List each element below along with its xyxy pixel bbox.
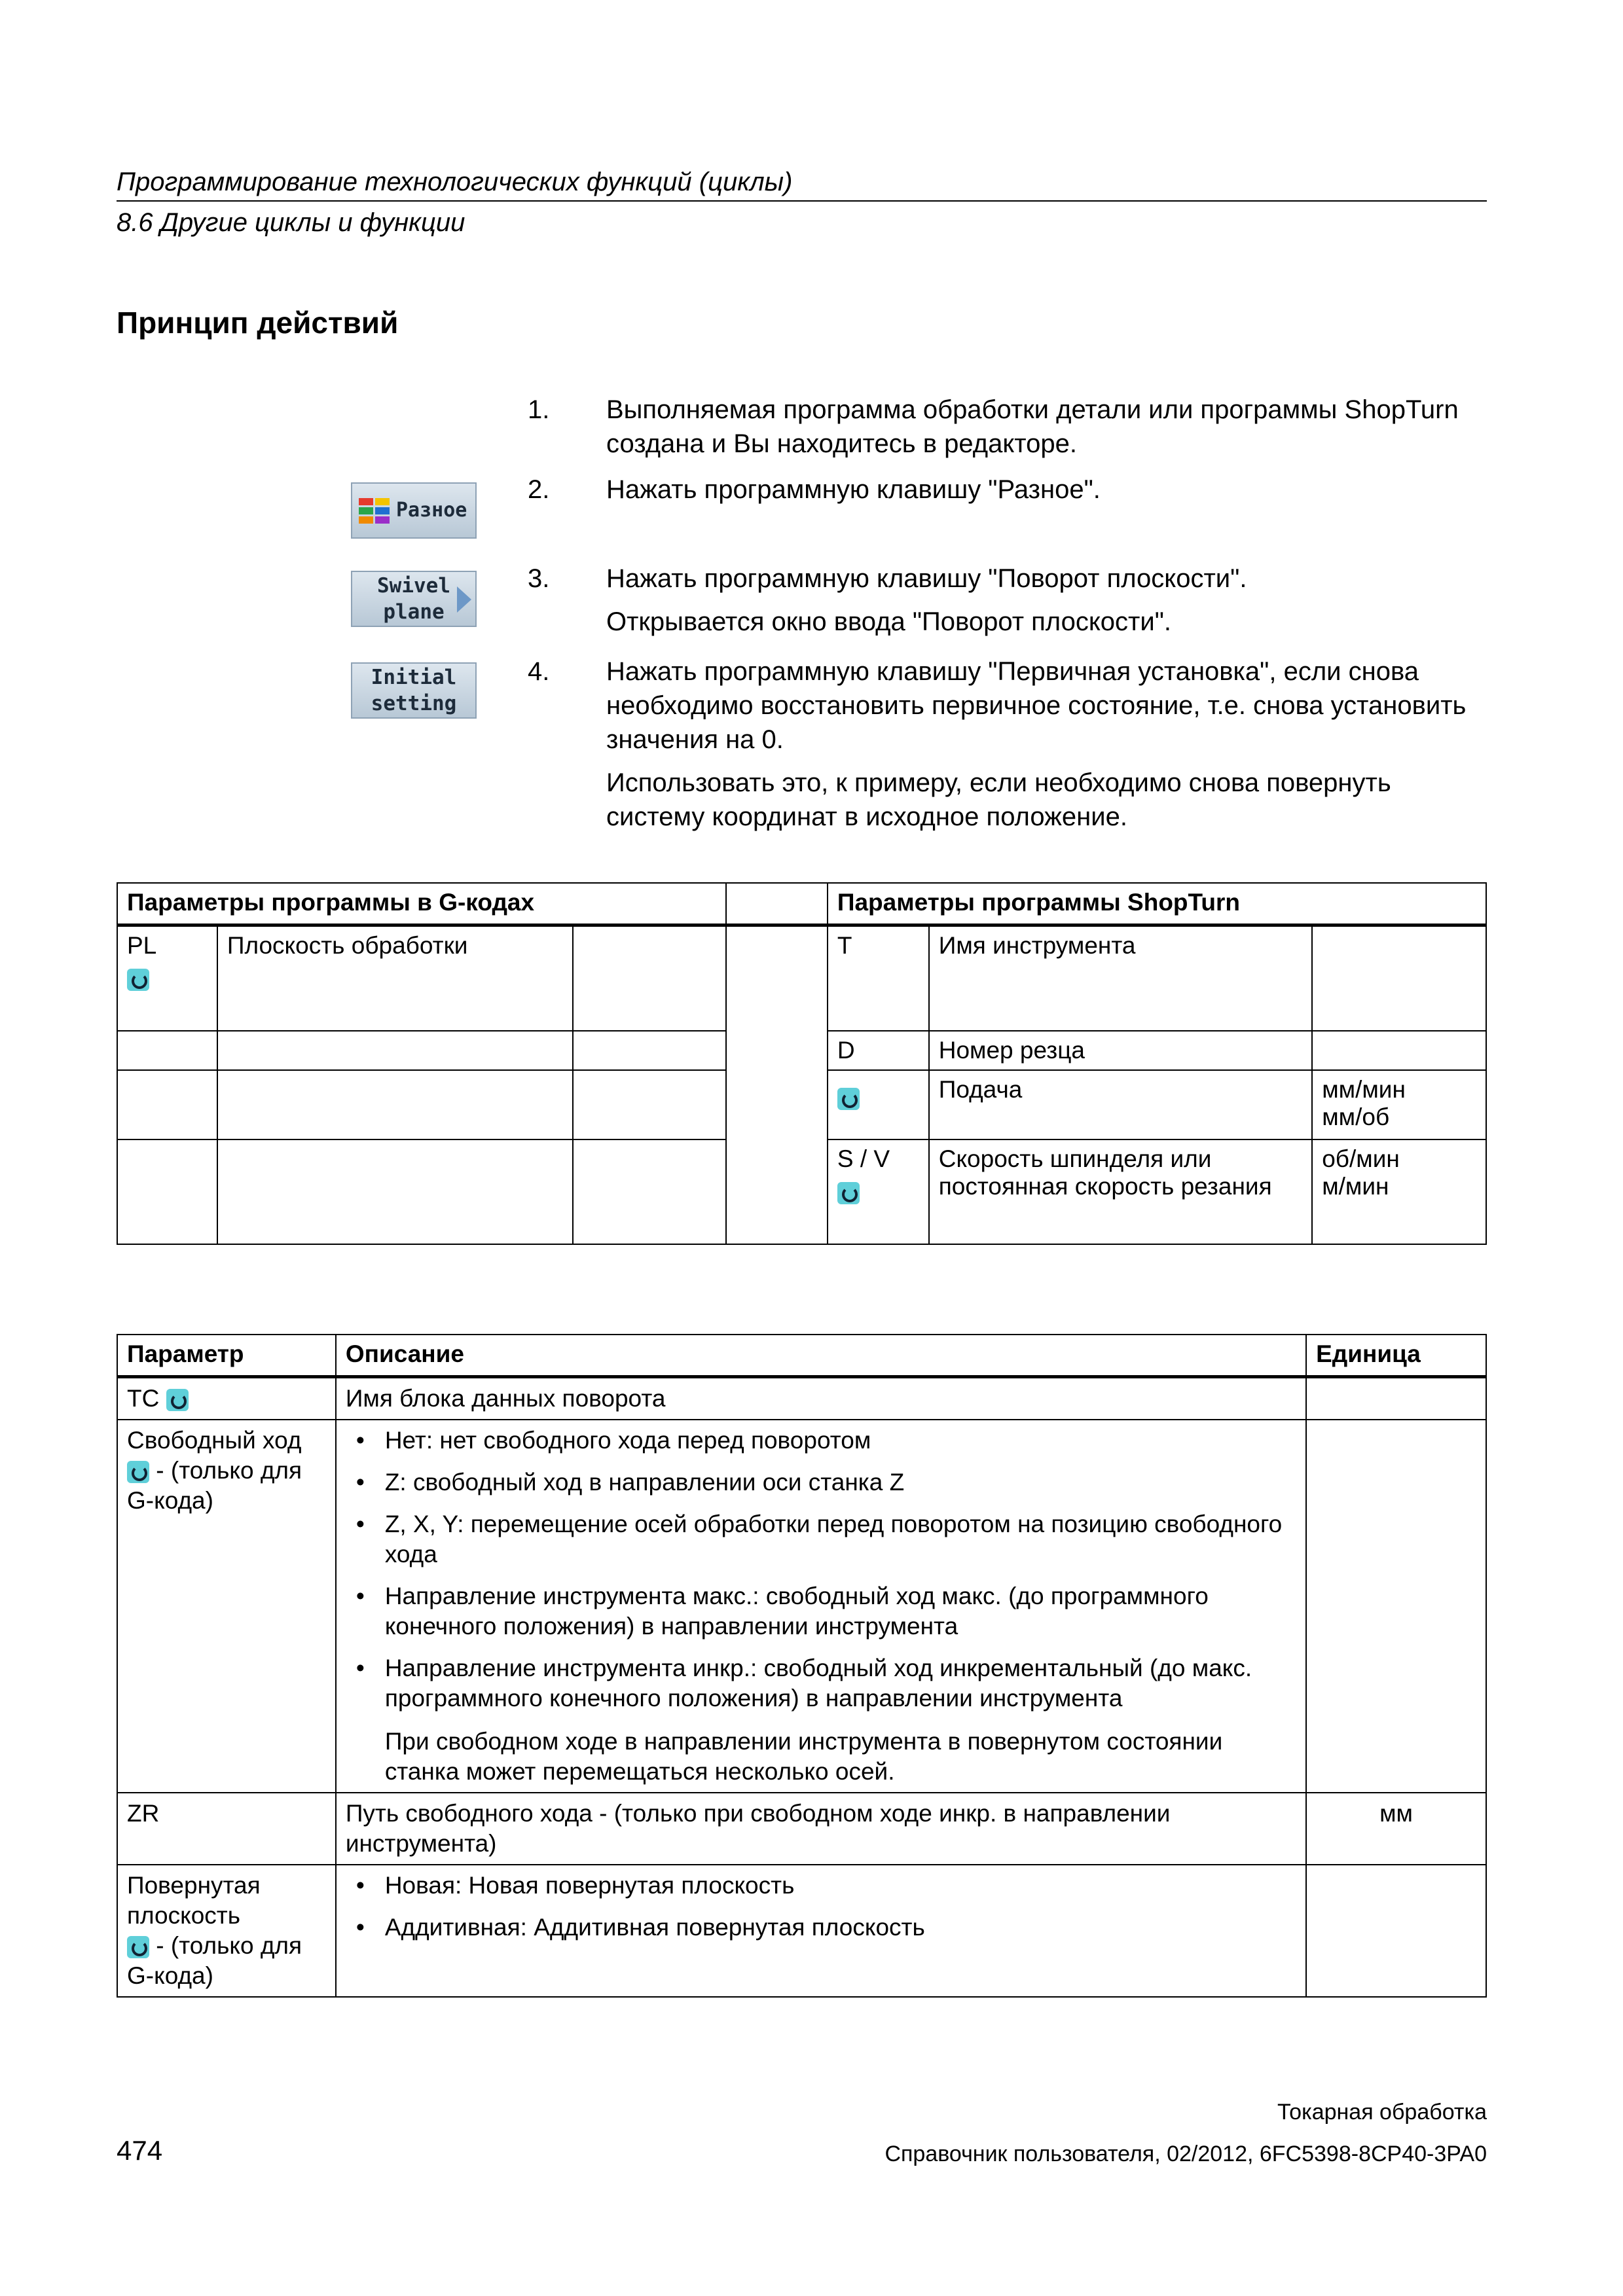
page-title: Принцип действий <box>117 306 399 340</box>
param-retract-cell <box>117 1420 336 1793</box>
step-result: Открывается окно ввода "Поворот плоскости". <box>606 607 1172 636</box>
initial-setting-softkey-label: Initial setting <box>371 666 457 715</box>
header-unit: Единица <box>1306 1335 1486 1376</box>
param-d: D <box>828 1031 929 1070</box>
param-sv: S / V <box>837 1145 890 1172</box>
header-desc: Описание <box>336 1335 1306 1376</box>
param-tc-desc: Имя блока данных поворота <box>336 1376 1306 1420</box>
param-d-unit <box>1312 1031 1486 1070</box>
list-item: • Нет: нет свободного хода перед поворотом <box>346 1426 1296 1456</box>
step-number: 2. <box>528 475 550 504</box>
param-tc-cell <box>117 1376 336 1420</box>
empty-cell <box>217 1031 574 1070</box>
chapter-header: Программирование технологических функций (циклы) <box>117 168 793 196</box>
page-number: 474 <box>117 2135 163 2166</box>
empty-cell <box>1306 1420 1486 1793</box>
toggle-icon <box>837 1088 860 1110</box>
step-text: Нажать программную клавишу "Поворот плоскости". <box>606 564 1247 593</box>
param-retract-suffix: - (только для G-кода) <box>127 1456 302 1514</box>
spacer-column <box>726 925 828 1244</box>
param-retract-desc <box>336 1420 1306 1793</box>
parameter-description-table <box>117 1334 1487 1998</box>
toggle-icon <box>127 1936 149 1958</box>
empty-cell <box>217 1070 574 1139</box>
param-swivel-cell <box>117 1865 336 1997</box>
footer-manual: Справочник пользователя, 02/2012, 6FC5398-8CP40-3PA0 <box>884 2142 1487 2166</box>
list-item: • Направление инструмента инкр.: свободный ход инкрементальный (до макс. программного конечного положения) в направлении инструмента <box>346 1653 1296 1713</box>
param-swivel-suffix: - (только для G-кода) <box>127 1931 302 1989</box>
initial-setting-softkey[interactable] <box>351 662 477 719</box>
step-2 <box>528 473 1101 507</box>
step-4 <box>528 655 1490 834</box>
misc-softkey[interactable] <box>351 482 477 539</box>
param-f-unit: мм/мин мм/об <box>1312 1070 1486 1139</box>
param-t: T <box>828 925 929 1031</box>
list-item: • Z: свободный ход в направлении оси станка Z <box>346 1467 1296 1498</box>
toggle-icon <box>837 1182 860 1204</box>
swivel-plane-softkey[interactable] <box>351 571 477 627</box>
misc-grid-icon <box>359 498 390 524</box>
header-rule <box>117 200 1487 202</box>
list-item: • Аддитивная: Аддитивная повернутая плоскость <box>346 1912 1296 1943</box>
empty-cell <box>217 1139 574 1244</box>
toggle-icon <box>127 969 149 991</box>
list-item: • Z, X, Y: перемещение осей обработки перед поворотом на позицию свободного хода <box>346 1509 1296 1570</box>
spacer-header <box>726 883 828 925</box>
toggle-icon <box>127 1461 149 1483</box>
shopturn-params-header: Параметры программы ShopTurn <box>828 883 1486 925</box>
header-param: Параметр <box>117 1335 336 1376</box>
empty-cell <box>573 925 726 1031</box>
step-number: 4. <box>528 657 550 686</box>
empty-cell <box>117 1031 217 1070</box>
footer-product: Токарная обработка <box>1277 2100 1487 2125</box>
empty-cell <box>573 1070 726 1139</box>
param-sv-cell <box>828 1139 929 1244</box>
toggle-icon <box>166 1389 189 1411</box>
swivel-options-list <box>346 1871 1296 1943</box>
step-number: 1. <box>528 395 550 424</box>
swivel-plane-softkey-label: Swivel plane <box>377 574 450 624</box>
param-cell <box>117 925 217 1031</box>
step-3 <box>528 562 1247 639</box>
retract-note: При свободном ходе в направлении инструмента в повернутом состоянии станка может перемещаться несколько осей. <box>384 1727 1223 1785</box>
param-zr-desc: Путь свободного хода - (только при свободном ходе инкр. в направлении инструмента) <box>336 1793 1306 1865</box>
param-f-desc: Подача <box>929 1070 1312 1139</box>
empty-cell <box>1306 1865 1486 1997</box>
param-sv-desc: Скорость шпинделя или постоянная скорость резания <box>929 1139 1312 1244</box>
param-tc: TC <box>127 1384 160 1412</box>
list-item: • Направление инструмента макс.: свободный ход макс. (до программного конечного положения) в направлении инструмента <box>346 1581 1296 1641</box>
param-t-unit <box>1312 925 1486 1031</box>
empty-cell <box>117 1070 217 1139</box>
param-sv-unit: об/мин м/мин <box>1312 1139 1486 1244</box>
arrow-right-icon <box>457 586 471 613</box>
empty-cell <box>573 1031 726 1070</box>
param-t-desc: Имя инструмента <box>929 925 1312 1031</box>
step-text: Нажать программную клавишу "Разное". <box>606 475 1101 504</box>
step-hint: Использовать это, к примеру, если необходимо снова повернуть систему координат в исходное положение. <box>606 768 1391 831</box>
param-zr-unit: мм <box>1306 1793 1486 1865</box>
empty-cell <box>573 1139 726 1244</box>
param-swivel-desc <box>336 1865 1306 1997</box>
program-params-table <box>117 882 1487 1245</box>
param-d-desc: Номер резца <box>929 1031 1312 1070</box>
gcode-params-header: Параметры программы в G-кодах <box>117 883 726 925</box>
step-text: Выполняемая программа обработки детали или программы ShopTurn создана и Вы находитесь в редакторе. <box>606 395 1459 458</box>
param-pl: PL <box>127 931 157 959</box>
misc-softkey-label: Разное <box>396 499 467 522</box>
param-zr: ZR <box>117 1793 336 1865</box>
step-text: Нажать программную клавишу "Первичная установка", если снова необходимо восстановить первичное состояние, т.е. снова установить значения на 0. <box>606 657 1467 754</box>
param-pl-desc: Плоскость обработки <box>217 925 574 1031</box>
param-swivel: Повернутая плоскость <box>127 1871 261 1929</box>
step-number: 3. <box>528 564 550 593</box>
retract-options-list <box>346 1426 1296 1713</box>
param-f <box>828 1070 929 1139</box>
list-item: • Новая: Новая повернутая плоскость <box>346 1871 1296 1901</box>
empty-cell <box>117 1139 217 1244</box>
empty-cell <box>1306 1376 1486 1420</box>
param-retract: Свободный ход <box>127 1426 302 1454</box>
section-header: 8.6 Другие циклы и функции <box>117 208 465 237</box>
step-1 <box>528 393 1490 461</box>
